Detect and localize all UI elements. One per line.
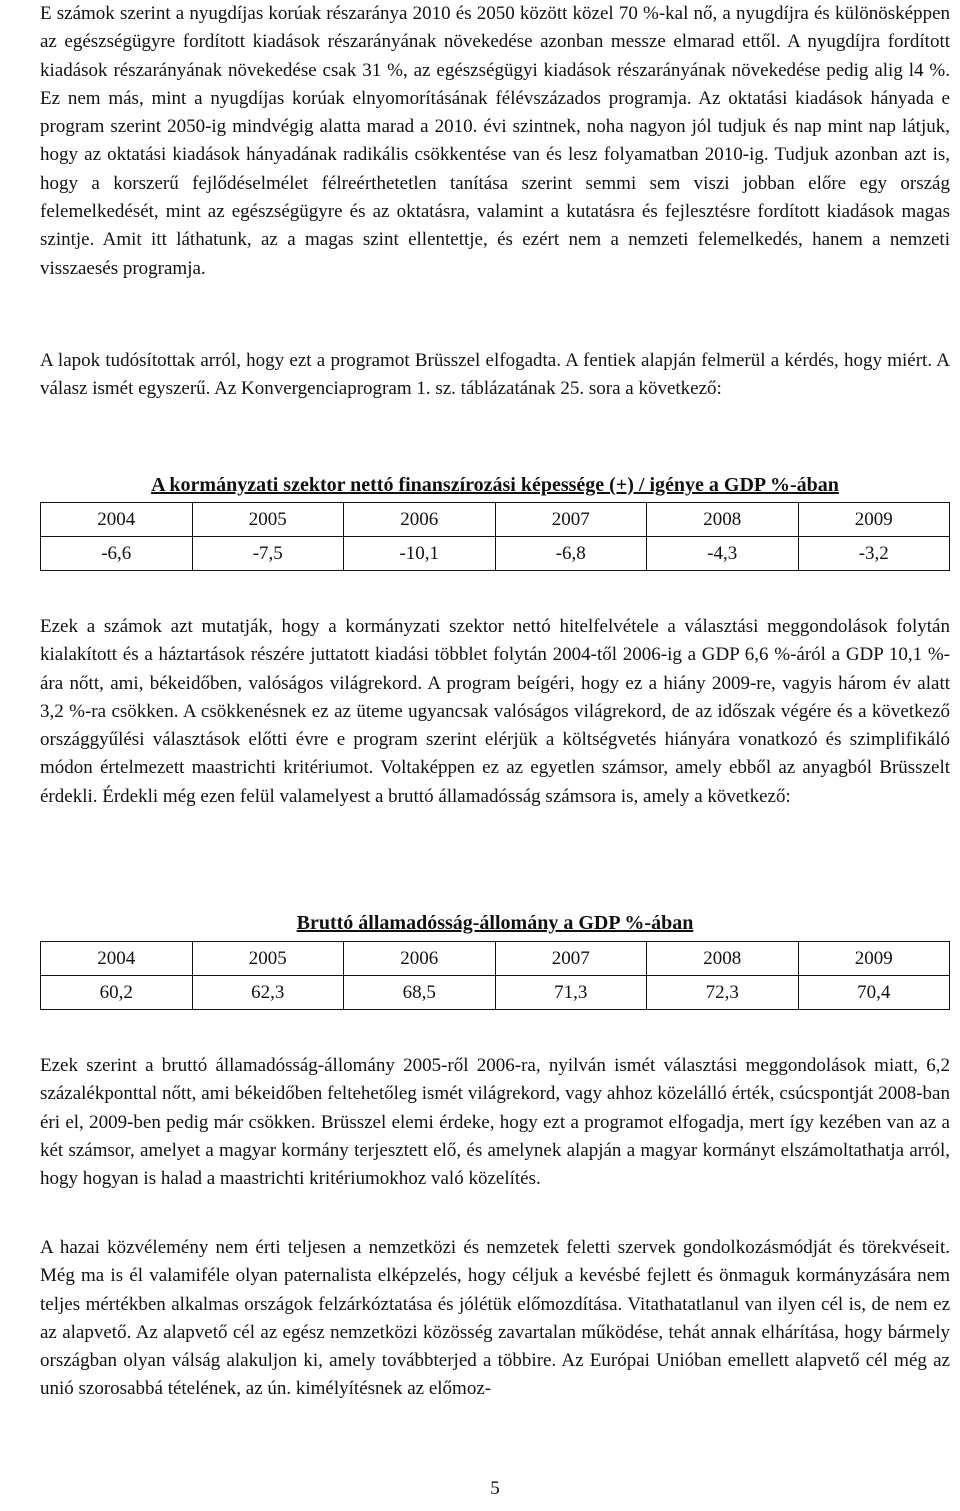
table-cell: -7,5 xyxy=(192,537,344,571)
table-cell: 62,3 xyxy=(192,976,344,1010)
paragraph-2: A lapok tudósítottak arról, hogy ezt a programot Brüsszel elfogadta. A fentiek alapján felmerül a kérdés, hogy miért. A válasz ismét egyszerű. Az Konvergenciaprogram 1. sz. táblázatának 25. sora a következő: xyxy=(40,350,950,400)
table-cell: 2004 xyxy=(41,942,193,976)
paragraph-1: E számok szerint a nyugdíjas korúak részaránya 2010 és 2050 között közel 70 %-kal nő, a nyugdíjra és különösképpen az egészségügyre fordított kiadások részarányának növekedése azonban messze elmarad ettől. A nyugdíjra fordított kiadások részarányának növekedése csak 31 %, az egészségügyi kiadások részarányának növekedése pedig alig l4 %. Ez nem más, mint a nyugdíjas korúak elnyomorításának félévszázados programja. Az oktatási kiadások hányada e program szerint 2050-ig mindvégig alatta marad a 2010. évi szintnek, noha nagyon jól tudjuk és nap mint nap látjuk, hogy az oktatási kiadások hányadának radikális csökkentése van és lesz folyamatban 2010-ig. Tudjuk azonban azt is, hogy a korszerű fejlődéselmélet félreérthetetlen tanítása szerint semmi sem viszi jobban előre egy ország felemelkedését, mint az egészségügyre és az oktatásra, valamint a kutatásra és fejlesztésre fordított kiadások magas szintje. Amit itt láthatunk, az a magas szint ellentettje, és ezért nem a nemzeti felemelkedés, hanem a nemzeti visszaesés programja. xyxy=(40,3,950,279)
table-cell: 2008 xyxy=(647,503,799,537)
table2-title: Bruttó államadósság-állomány a GDP %-ában xyxy=(296,912,694,934)
table-cell: -6,6 xyxy=(41,537,193,571)
paragraph-5: A hazai közvélemény nem érti teljesen a nemzetközi és nemzetek feletti szervek gondolkozásmódját és törekvéseit. Még ma is él valamiféle olyan paternalista elképzelés, hogy céljuk a kevésbé fejlett és önmaguk kormányzására nem teljes mértékben alkalmas országok felzárkóztatása és jólétük előmozdítása. Vitathatatlanul van ilyen cél is, de nem ez az alapvető. Az alapvető cél az egész nemzetközi közösség zavartalan működése, tehát annak elhárítása, hogy bármely országban olyan válság alakuljon ki, amely továbbterjed a többire. Az Európai Unióban emellett alapvető cél még az unió szorosabbá tételének, az ún. kimélyítésnek az előmoz- xyxy=(40,1237,950,1400)
table-cell: -10,1 xyxy=(344,537,496,571)
table-cell: -3,2 xyxy=(798,537,950,571)
table-cell: 2004 xyxy=(41,503,193,537)
table2 xyxy=(40,941,950,1010)
table1 xyxy=(40,502,950,571)
table-cell: 72,3 xyxy=(647,976,799,1010)
table-cell: 60,2 xyxy=(41,976,193,1010)
table-cell: 2009 xyxy=(798,942,950,976)
table-cell: -6,8 xyxy=(495,537,647,571)
table-cell: 2007 xyxy=(495,942,647,976)
table1-value-row xyxy=(41,537,950,571)
table-cell: -4,3 xyxy=(647,537,799,571)
table-cell: 2009 xyxy=(798,503,950,537)
paragraph-3: Ezek a számok azt mutatják, hogy a kormányzati szektor nettó hitelfelvétele a választási meggondolások folytán kialakított és a háztartások részére juttatott kiadási többlet folytán 2004-től 2006-ig a GDP 6,6 %-áról a GDP 10,1 %-ára nőtt, ami, békeidőben, valóságos világrekord. A program beígéri, hogy ez a hiány 2009-re, vagyis három év alatt 3,2 %-ra csökken. A csökkenésnek ez az üteme ugyancsak valóságos világrekord, de az időszak végére és a következő országgyűlési választások előtti évre e program szerint elérjük a költségvetés hiányára vonatkozó és szimplifikáló módon értelmezett maastrichti kritériumot. Voltaképpen ez az egyetlen számsor, amely ebből az anyagból Brüsszelt érdekli. Érdekli még ezen felül valamelyest a bruttó államadósság számsora is, amely a következő: xyxy=(40,616,950,807)
table1-title: A kormányzati szektor nettó finanszírozási képessége (+) / igénye a GDP %-ában xyxy=(151,474,839,496)
table2-header-row xyxy=(41,942,950,976)
table-cell: 70,4 xyxy=(798,976,950,1010)
table-cell: 2006 xyxy=(344,503,496,537)
page-number: 5 xyxy=(490,1478,500,1499)
table-cell: 68,5 xyxy=(344,976,496,1010)
table-cell: 71,3 xyxy=(495,976,647,1010)
paragraph-4: Ezek szerint a bruttó államadósság-állomány 2005-ről 2006-ra, nyilván ismét választási meggondolások miatt, 6,2 százalékponttal nőtt, ami békeidőben feltehetőleg ismét világrekord, vagy ahhoz közelálló érték, csúcspontját 2008-ban éri el, 2009-ben pedig már csökken. Brüsszel elemi érdeke, hogy ezt a programot elfogadja, mert így kezében van az a két számsor, amelyet a magyar kormány terjesztett elő, és amelynek alapján a magyar kormányt elszámoltathatja arról, hogy hogyan is halad a maastrichti kritériumokhoz való közelítés. xyxy=(40,1055,950,1190)
table-cell: 2006 xyxy=(344,942,496,976)
table-cell: 2007 xyxy=(495,503,647,537)
table1-header-row xyxy=(41,503,950,537)
table-cell: 2005 xyxy=(192,942,344,976)
table-cell: 2008 xyxy=(647,942,799,976)
table2-value-row xyxy=(41,976,950,1010)
table-cell: 2005 xyxy=(192,503,344,537)
